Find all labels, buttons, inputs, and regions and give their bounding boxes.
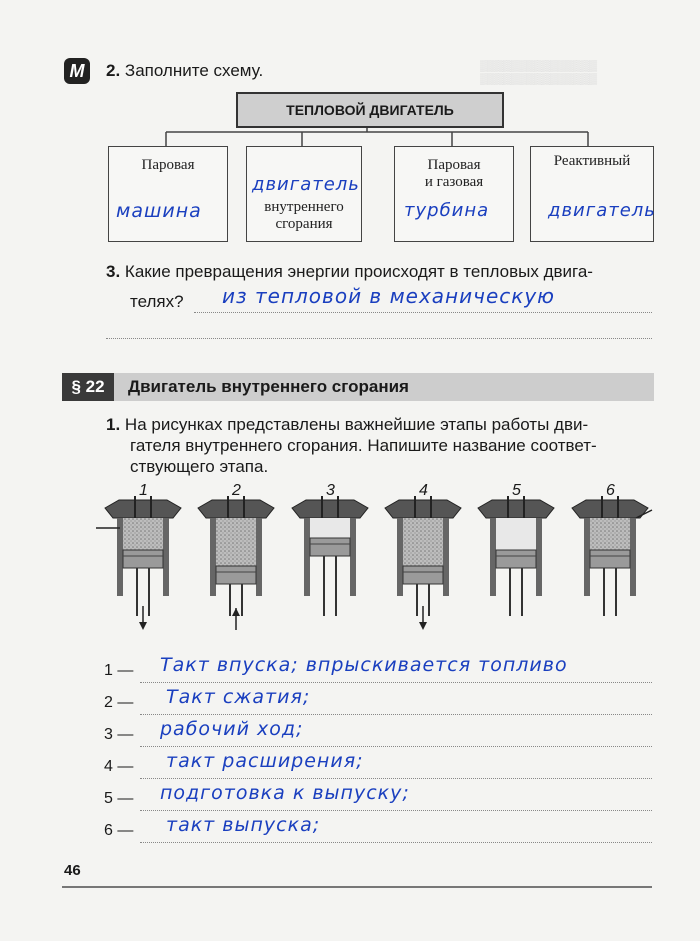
- stage-label: 6 —: [104, 822, 134, 839]
- stage-label: 5 —: [104, 790, 134, 807]
- task1-number: 1.: [106, 415, 121, 434]
- cylinder-wall: [210, 518, 216, 596]
- engine-stage-number: 3: [326, 482, 335, 499]
- piston: [590, 550, 630, 568]
- bleed-through-text: ▒▒▒▒▒▒▒▒▒▒▒▒▒▒▒ ▒▒▒▒▒▒▒▒▒▒▒▒▒▒▒: [480, 60, 597, 85]
- piston: [496, 550, 536, 568]
- combustion-chamber: [310, 518, 350, 538]
- cylinder-wall: [584, 518, 590, 596]
- engine-stage-number: 5: [512, 482, 521, 499]
- scheme-box-line: Реактивный: [553, 153, 631, 169]
- cylinder-head: [198, 500, 274, 518]
- piston: [123, 550, 163, 568]
- combustion-chamber: [403, 518, 443, 566]
- scheme-box-line: Паровая: [141, 157, 195, 173]
- task1-line-text: На рисунках представлены важнейшие этапы работы дви-: [124, 415, 589, 434]
- scheme-box-steam-gas: [394, 146, 514, 242]
- task3-number: 3.: [106, 262, 121, 281]
- cylinder-wall: [397, 518, 403, 596]
- combustion-chamber: [216, 518, 256, 566]
- cylinder-wall: [117, 518, 123, 596]
- answer-rule: [140, 842, 652, 843]
- scheme-box-line: Паровая: [427, 157, 481, 173]
- task1-line: гателя внутреннего сгорания. Напишите название соответ-: [130, 436, 597, 455]
- cylinder-wall: [536, 518, 542, 596]
- stage-label: 2 —: [104, 694, 134, 711]
- cylinder-wall: [304, 518, 310, 596]
- cylinder-wall: [443, 518, 449, 596]
- handwritten-answer: такт выпуска;: [166, 814, 321, 836]
- cylinder-wall: [490, 518, 496, 596]
- stage-label: 4 —: [104, 758, 134, 775]
- stage-label: 1 —: [104, 662, 134, 679]
- page-number: 46: [64, 862, 81, 879]
- scheme-box-line: внутреннего: [264, 199, 344, 215]
- cylinder-wall: [350, 518, 356, 596]
- scheme-root-box: ТЕПЛОВОЙ ДВИГАТЕЛЬ: [236, 92, 504, 128]
- scheme-box-jet: [530, 146, 654, 242]
- cylinder-head: [385, 500, 461, 518]
- cylinder-wall: [163, 518, 169, 596]
- cylinder-head: [105, 500, 181, 518]
- task2-number: 2.: [106, 61, 121, 80]
- motion-arrow-head: [139, 622, 147, 630]
- answer-rule: [140, 682, 652, 683]
- cylinder-wall: [256, 518, 262, 596]
- handwritten-answer: двигатель: [252, 174, 360, 195]
- engine-stage-number: 2: [232, 482, 241, 499]
- handwritten-answer: рабочий ход;: [160, 718, 304, 740]
- task1-line: ствующего этапа.: [130, 457, 269, 476]
- m-badge-icon: М: [64, 58, 90, 84]
- handwritten-answer: турбина: [404, 200, 490, 221]
- handwritten-answer: из тепловой в механическую: [222, 284, 555, 308]
- combustion-chamber: [590, 518, 630, 550]
- piston: [310, 538, 350, 556]
- scheme-box-steam: [108, 146, 228, 242]
- engine-stage-number: 1: [139, 482, 148, 499]
- task3-line1: [106, 259, 593, 285]
- engine-stage-number: 6: [606, 482, 615, 499]
- section-title: Двигатель внутреннего сгорания: [128, 377, 409, 396]
- handwritten-answer: Такт сжатия;: [166, 686, 311, 708]
- combustion-chamber: [496, 518, 536, 550]
- answer-rule: [140, 746, 652, 747]
- motion-arrow-head: [232, 608, 240, 616]
- scheme-box-line: сгорания: [275, 216, 333, 232]
- cylinder-head: [292, 500, 368, 518]
- answer-rule: [106, 338, 652, 339]
- answer-rule: [194, 312, 652, 313]
- task3-text: Какие превращения энергии происходят в тепловых двига-: [124, 262, 593, 281]
- page-bottom-rule: [62, 886, 652, 888]
- answer-rule: [140, 810, 652, 811]
- handwritten-answer: машина: [116, 200, 202, 222]
- task3-line2: телях?: [130, 292, 184, 311]
- task1-text: [106, 414, 666, 477]
- handwritten-answer: двигатель: [548, 200, 656, 221]
- piston: [216, 566, 256, 584]
- motion-arrow-head: [419, 622, 427, 630]
- combustion-chamber: [123, 518, 163, 550]
- answer-rule: [140, 778, 652, 779]
- handwritten-answer: такт расширения;: [166, 750, 364, 772]
- task2-text: Заполните схему.: [124, 61, 264, 80]
- section-number: § 22: [62, 373, 114, 401]
- handwritten-answer: Такт впуска; впрыскивается топливо: [160, 654, 568, 676]
- answer-rule: [140, 714, 652, 715]
- cylinder-head: [478, 500, 554, 518]
- stage-label: 3 —: [104, 726, 134, 743]
- handwritten-answer: подготовка к выпуску;: [160, 782, 410, 804]
- task1-line: [106, 414, 666, 435]
- cylinder-wall: [630, 518, 636, 596]
- piston: [403, 566, 443, 584]
- engine-diagrams: [0, 478, 700, 638]
- cylinder-head: [572, 500, 648, 518]
- scheme-box-line: и газовая: [424, 174, 484, 190]
- engine-stage-number: 4: [419, 482, 428, 499]
